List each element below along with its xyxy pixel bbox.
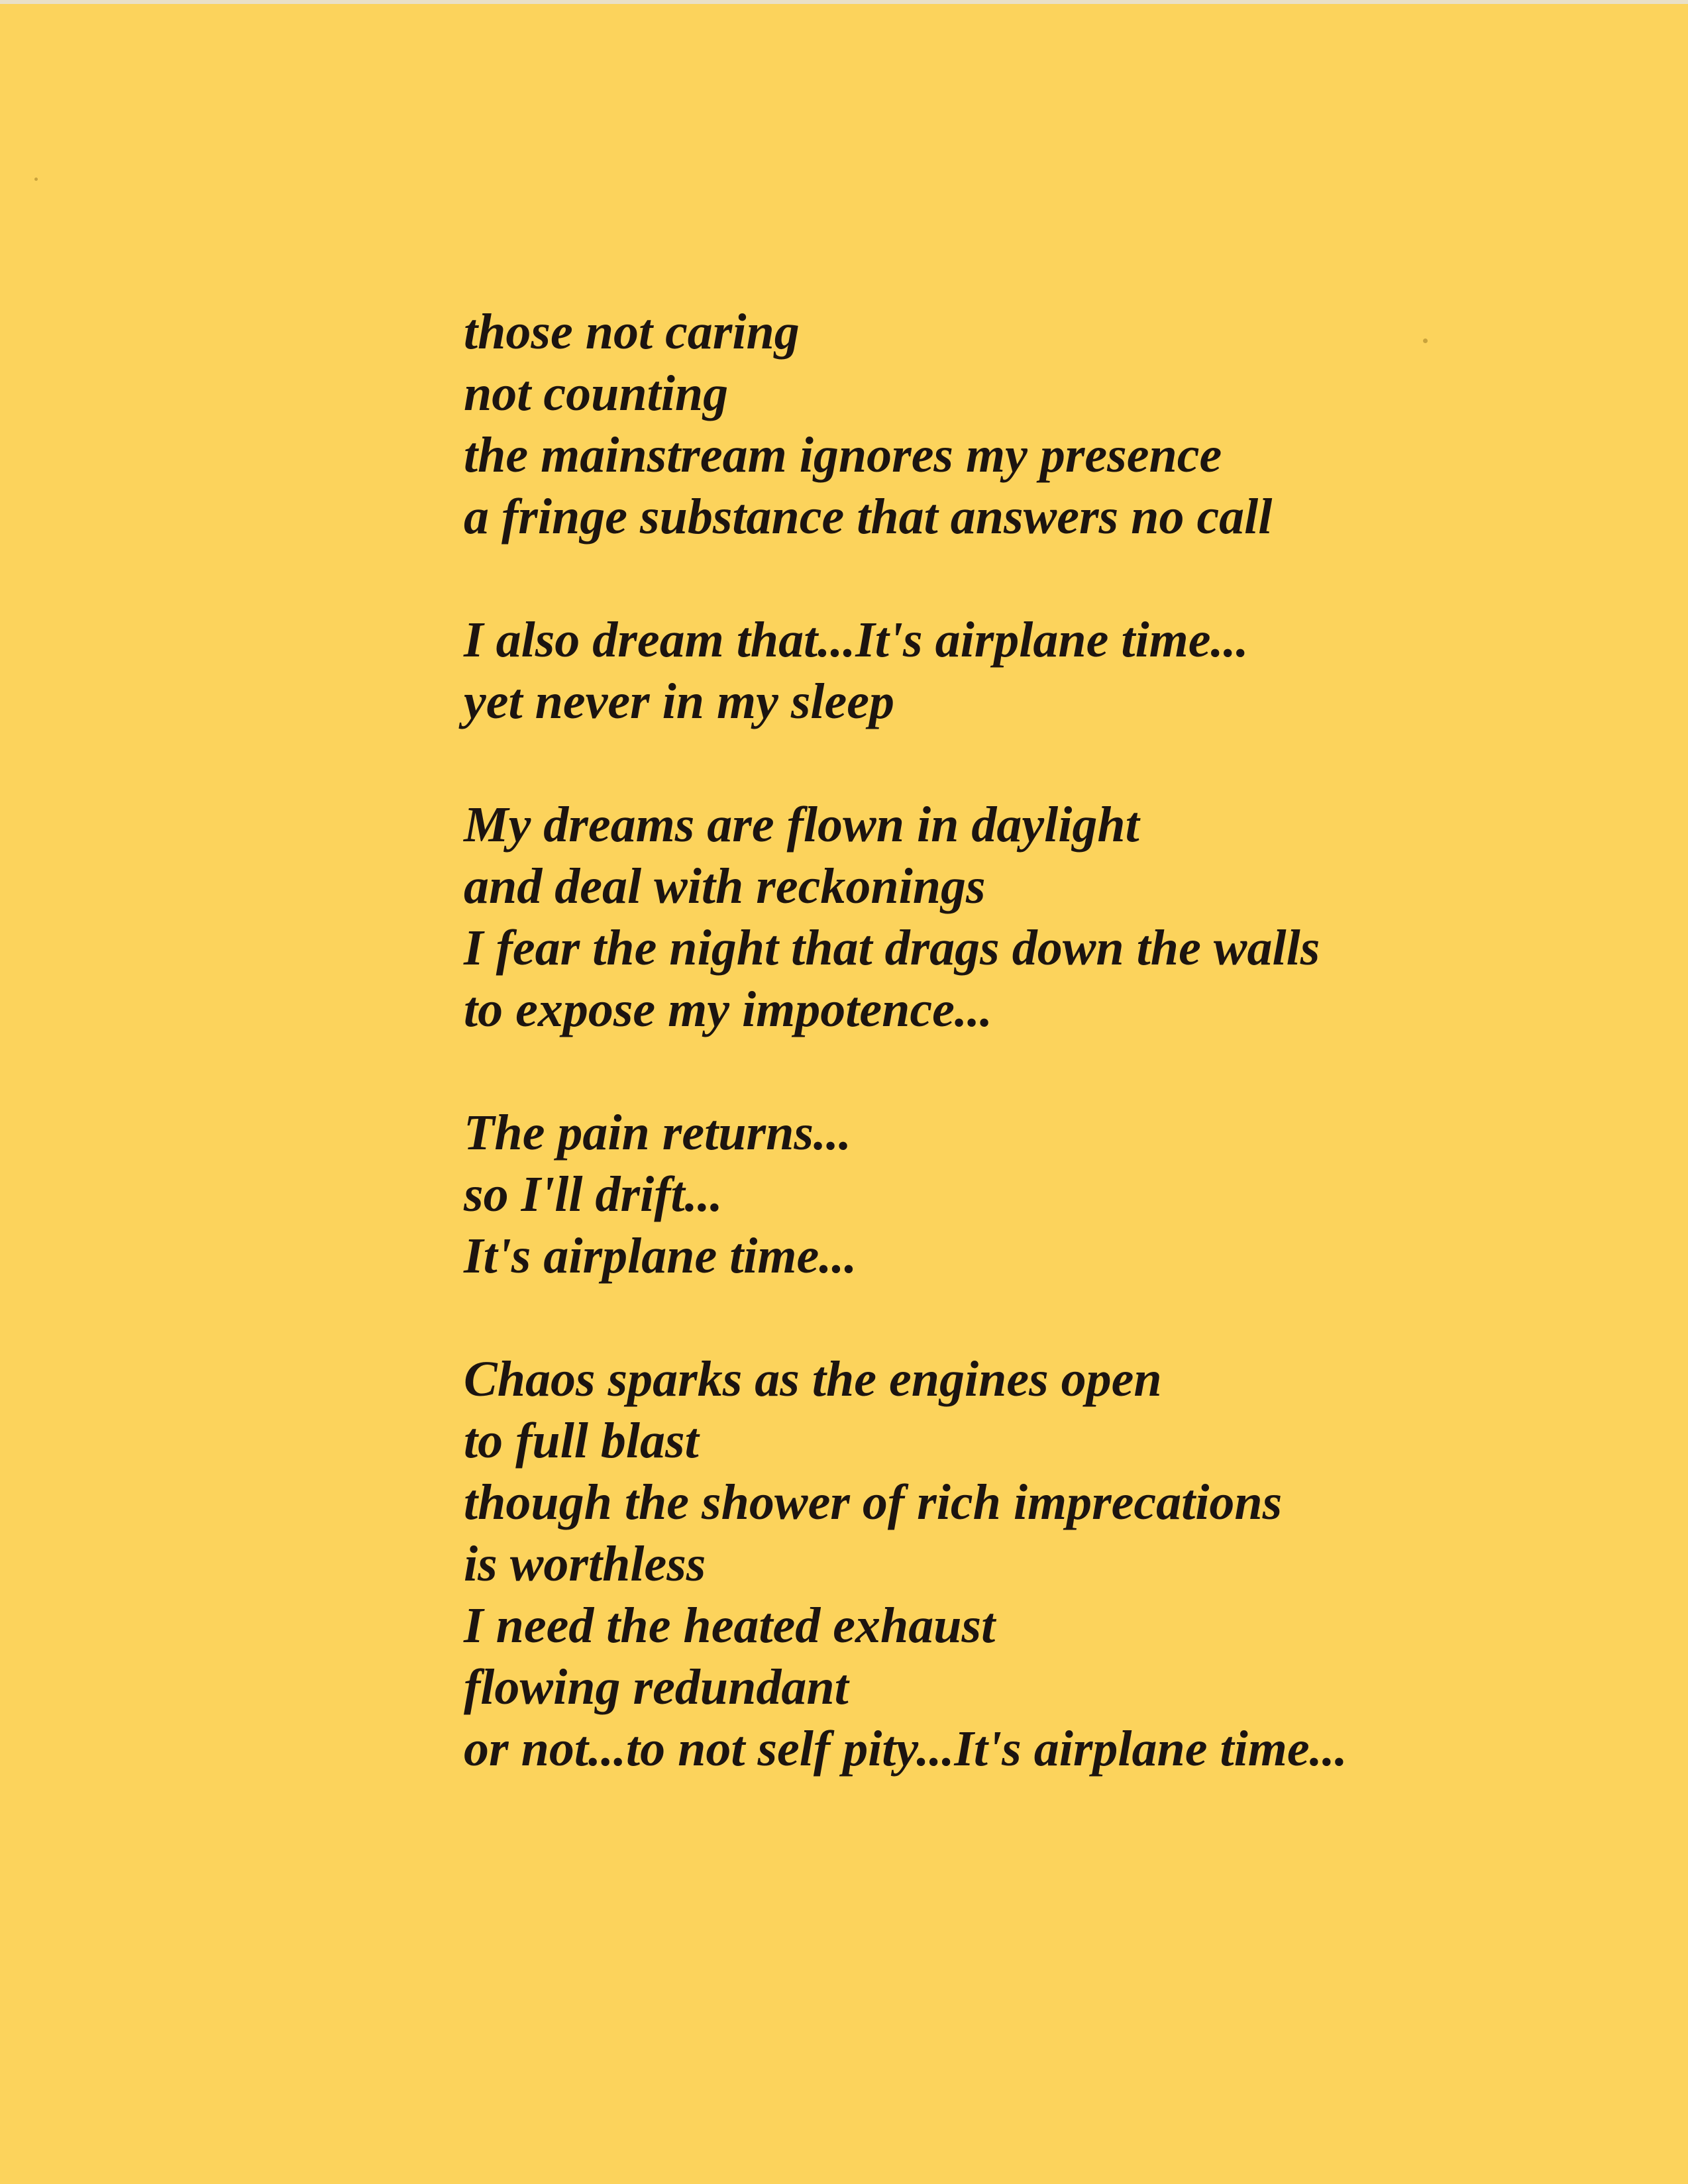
poem-line: to expose my impotence... [464, 982, 992, 1037]
poem-line: I need the heated exhaust [464, 1598, 996, 1653]
poem-line: the mainstream ignores my presence [464, 427, 1222, 483]
poem-line: My dreams are flown in daylight [464, 797, 1139, 853]
stanza-1 [464, 301, 1656, 548]
poem-line: those not caring [464, 304, 800, 360]
poem-line: to full blast [464, 1413, 699, 1469]
poem-line: I also dream that...It's airplane time... [464, 612, 1249, 668]
poem-line: and deal with reckonings [464, 858, 986, 914]
poem-line: It's airplane time... [464, 1228, 857, 1284]
poem-line: flowing redundant [464, 1659, 849, 1715]
poem-line: Chaos sparks as the engines open [464, 1351, 1162, 1407]
poem-line: or not...to not self pity...It's airplane time... [464, 1721, 1347, 1777]
scan-top-edge [0, 0, 1688, 4]
stanza-5 [464, 1349, 1656, 1780]
poem-text [464, 301, 1656, 1780]
stanza-2 [464, 609, 1656, 733]
stanza-3 [464, 794, 1656, 1041]
poem-line: yet never in my sleep [464, 674, 895, 729]
poem-line: is worthless [464, 1536, 706, 1592]
poem-line: though the shower of rich imprecations [464, 1475, 1283, 1530]
poem-line: so I'll drift... [464, 1167, 723, 1222]
poem-line: a fringe substance that answers no call [464, 489, 1273, 545]
poem-line: I fear the night that drags down the walls [464, 920, 1320, 976]
stanza-4 [464, 1102, 1656, 1287]
poem-line: not counting [464, 366, 729, 421]
paper-speck [34, 178, 38, 181]
poem-line: The pain returns... [464, 1105, 851, 1161]
